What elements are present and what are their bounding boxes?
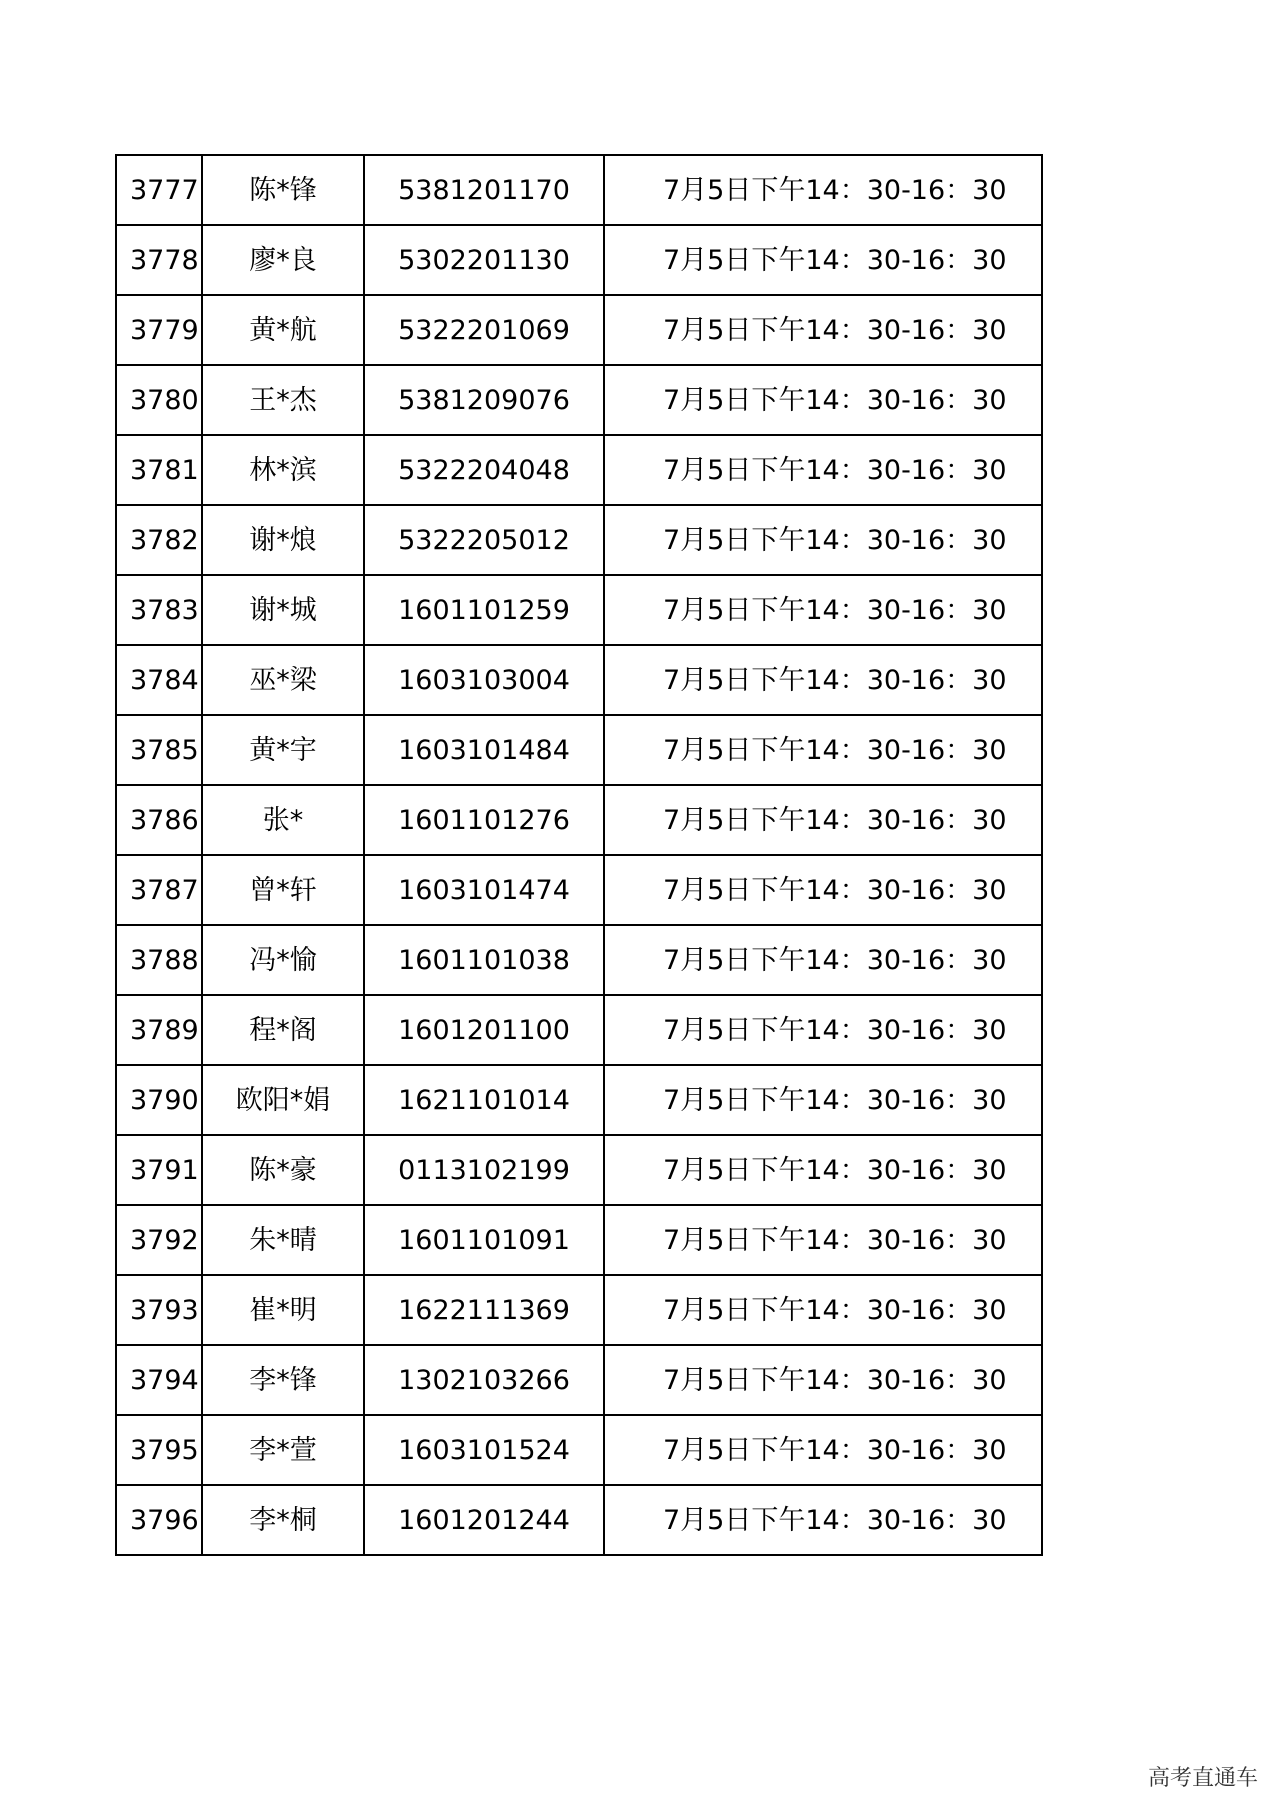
cell-seq: 3779	[116, 295, 202, 365]
cell-time: 7月5日下午14：30-16：30	[604, 1345, 1042, 1415]
roster-table	[115, 154, 1043, 1556]
table-row	[116, 155, 1042, 225]
cell-name: 李*桐	[202, 1485, 364, 1555]
cell-id: 1621101014	[364, 1065, 604, 1135]
table-row	[116, 925, 1042, 995]
table-row	[116, 1205, 1042, 1275]
cell-name: 巫*梁	[202, 645, 364, 715]
cell-time: 7月5日下午14：30-16：30	[604, 785, 1042, 855]
cell-name: 朱*晴	[202, 1205, 364, 1275]
cell-seq: 3793	[116, 1275, 202, 1345]
cell-time: 7月5日下午14：30-16：30	[604, 295, 1042, 365]
cell-id: 5381201170	[364, 155, 604, 225]
table-row	[116, 1275, 1042, 1345]
cell-seq: 3781	[116, 435, 202, 505]
cell-name: 李*锋	[202, 1345, 364, 1415]
cell-id: 5381209076	[364, 365, 604, 435]
table-row	[116, 1135, 1042, 1205]
cell-name: 曾*轩	[202, 855, 364, 925]
cell-seq: 3778	[116, 225, 202, 295]
cell-seq: 3785	[116, 715, 202, 785]
cell-seq: 3782	[116, 505, 202, 575]
cell-seq: 3792	[116, 1205, 202, 1275]
cell-seq: 3789	[116, 995, 202, 1065]
cell-id: 1603101474	[364, 855, 604, 925]
roster-table-body	[116, 155, 1042, 1555]
cell-name: 廖*良	[202, 225, 364, 295]
cell-seq: 3787	[116, 855, 202, 925]
cell-name: 崔*明	[202, 1275, 364, 1345]
cell-name: 林*滨	[202, 435, 364, 505]
table-row	[116, 435, 1042, 505]
cell-id: 5302201130	[364, 225, 604, 295]
table-row	[116, 505, 1042, 575]
cell-name: 谢*城	[202, 575, 364, 645]
cell-seq: 3783	[116, 575, 202, 645]
cell-time: 7月5日下午14：30-16：30	[604, 1065, 1042, 1135]
cell-name: 黄*航	[202, 295, 364, 365]
table-row	[116, 785, 1042, 855]
table-row	[116, 715, 1042, 785]
cell-time: 7月5日下午14：30-16：30	[604, 645, 1042, 715]
cell-id: 5322204048	[364, 435, 604, 505]
cell-time: 7月5日下午14：30-16：30	[604, 575, 1042, 645]
cell-time: 7月5日下午14：30-16：30	[604, 715, 1042, 785]
cell-seq: 3795	[116, 1415, 202, 1485]
table-row	[116, 1065, 1042, 1135]
cell-time: 7月5日下午14：30-16：30	[604, 1205, 1042, 1275]
cell-id: 0113102199	[364, 1135, 604, 1205]
cell-id: 1601101276	[364, 785, 604, 855]
cell-id: 1601101259	[364, 575, 604, 645]
cell-id: 1603101484	[364, 715, 604, 785]
cell-time: 7月5日下午14：30-16：30	[604, 855, 1042, 925]
watermark: 高考直通车	[1147, 1766, 1258, 1791]
cell-name: 李*萱	[202, 1415, 364, 1485]
cell-seq: 3777	[116, 155, 202, 225]
table-row	[116, 1415, 1042, 1485]
cell-id: 1603103004	[364, 645, 604, 715]
cell-seq: 3796	[116, 1485, 202, 1555]
cell-seq: 3788	[116, 925, 202, 995]
table-row	[116, 225, 1042, 295]
table-row	[116, 995, 1042, 1065]
cell-time: 7月5日下午14：30-16：30	[604, 925, 1042, 995]
table-row	[116, 1345, 1042, 1415]
cell-seq: 3790	[116, 1065, 202, 1135]
cell-name: 陈*锋	[202, 155, 364, 225]
cell-time: 7月5日下午14：30-16：30	[604, 1485, 1042, 1555]
cell-name: 冯*愉	[202, 925, 364, 995]
cell-time: 7月5日下午14：30-16：30	[604, 995, 1042, 1065]
cell-time: 7月5日下午14：30-16：30	[604, 155, 1042, 225]
cell-time: 7月5日下午14：30-16：30	[604, 435, 1042, 505]
cell-name: 谢*烺	[202, 505, 364, 575]
cell-id: 5322205012	[364, 505, 604, 575]
cell-time: 7月5日下午14：30-16：30	[604, 505, 1042, 575]
cell-name: 欧阳*娟	[202, 1065, 364, 1135]
cell-id: 1601201100	[364, 995, 604, 1065]
cell-id: 1601201244	[364, 1485, 604, 1555]
cell-time: 7月5日下午14：30-16：30	[604, 225, 1042, 295]
cell-id: 1601101038	[364, 925, 604, 995]
cell-id: 1601101091	[364, 1205, 604, 1275]
table-row	[116, 295, 1042, 365]
cell-seq: 3780	[116, 365, 202, 435]
cell-time: 7月5日下午14：30-16：30	[604, 1415, 1042, 1485]
cell-seq: 3791	[116, 1135, 202, 1205]
cell-seq: 3784	[116, 645, 202, 715]
cell-id: 1603101524	[364, 1415, 604, 1485]
cell-name: 陈*豪	[202, 1135, 364, 1205]
cell-id: 1302103266	[364, 1345, 604, 1415]
cell-time: 7月5日下午14：30-16：30	[604, 365, 1042, 435]
cell-seq: 3794	[116, 1345, 202, 1415]
cell-time: 7月5日下午14：30-16：30	[604, 1275, 1042, 1345]
table-row	[116, 855, 1042, 925]
cell-name: 张*	[202, 785, 364, 855]
table-row	[116, 575, 1042, 645]
table-row	[116, 365, 1042, 435]
table-row	[116, 645, 1042, 715]
cell-id: 5322201069	[364, 295, 604, 365]
cell-time: 7月5日下午14：30-16：30	[604, 1135, 1042, 1205]
cell-seq: 3786	[116, 785, 202, 855]
cell-name: 王*杰	[202, 365, 364, 435]
cell-name: 黄*宇	[202, 715, 364, 785]
table-row	[116, 1485, 1042, 1555]
cell-id: 1622111369	[364, 1275, 604, 1345]
cell-name: 程*阁	[202, 995, 364, 1065]
